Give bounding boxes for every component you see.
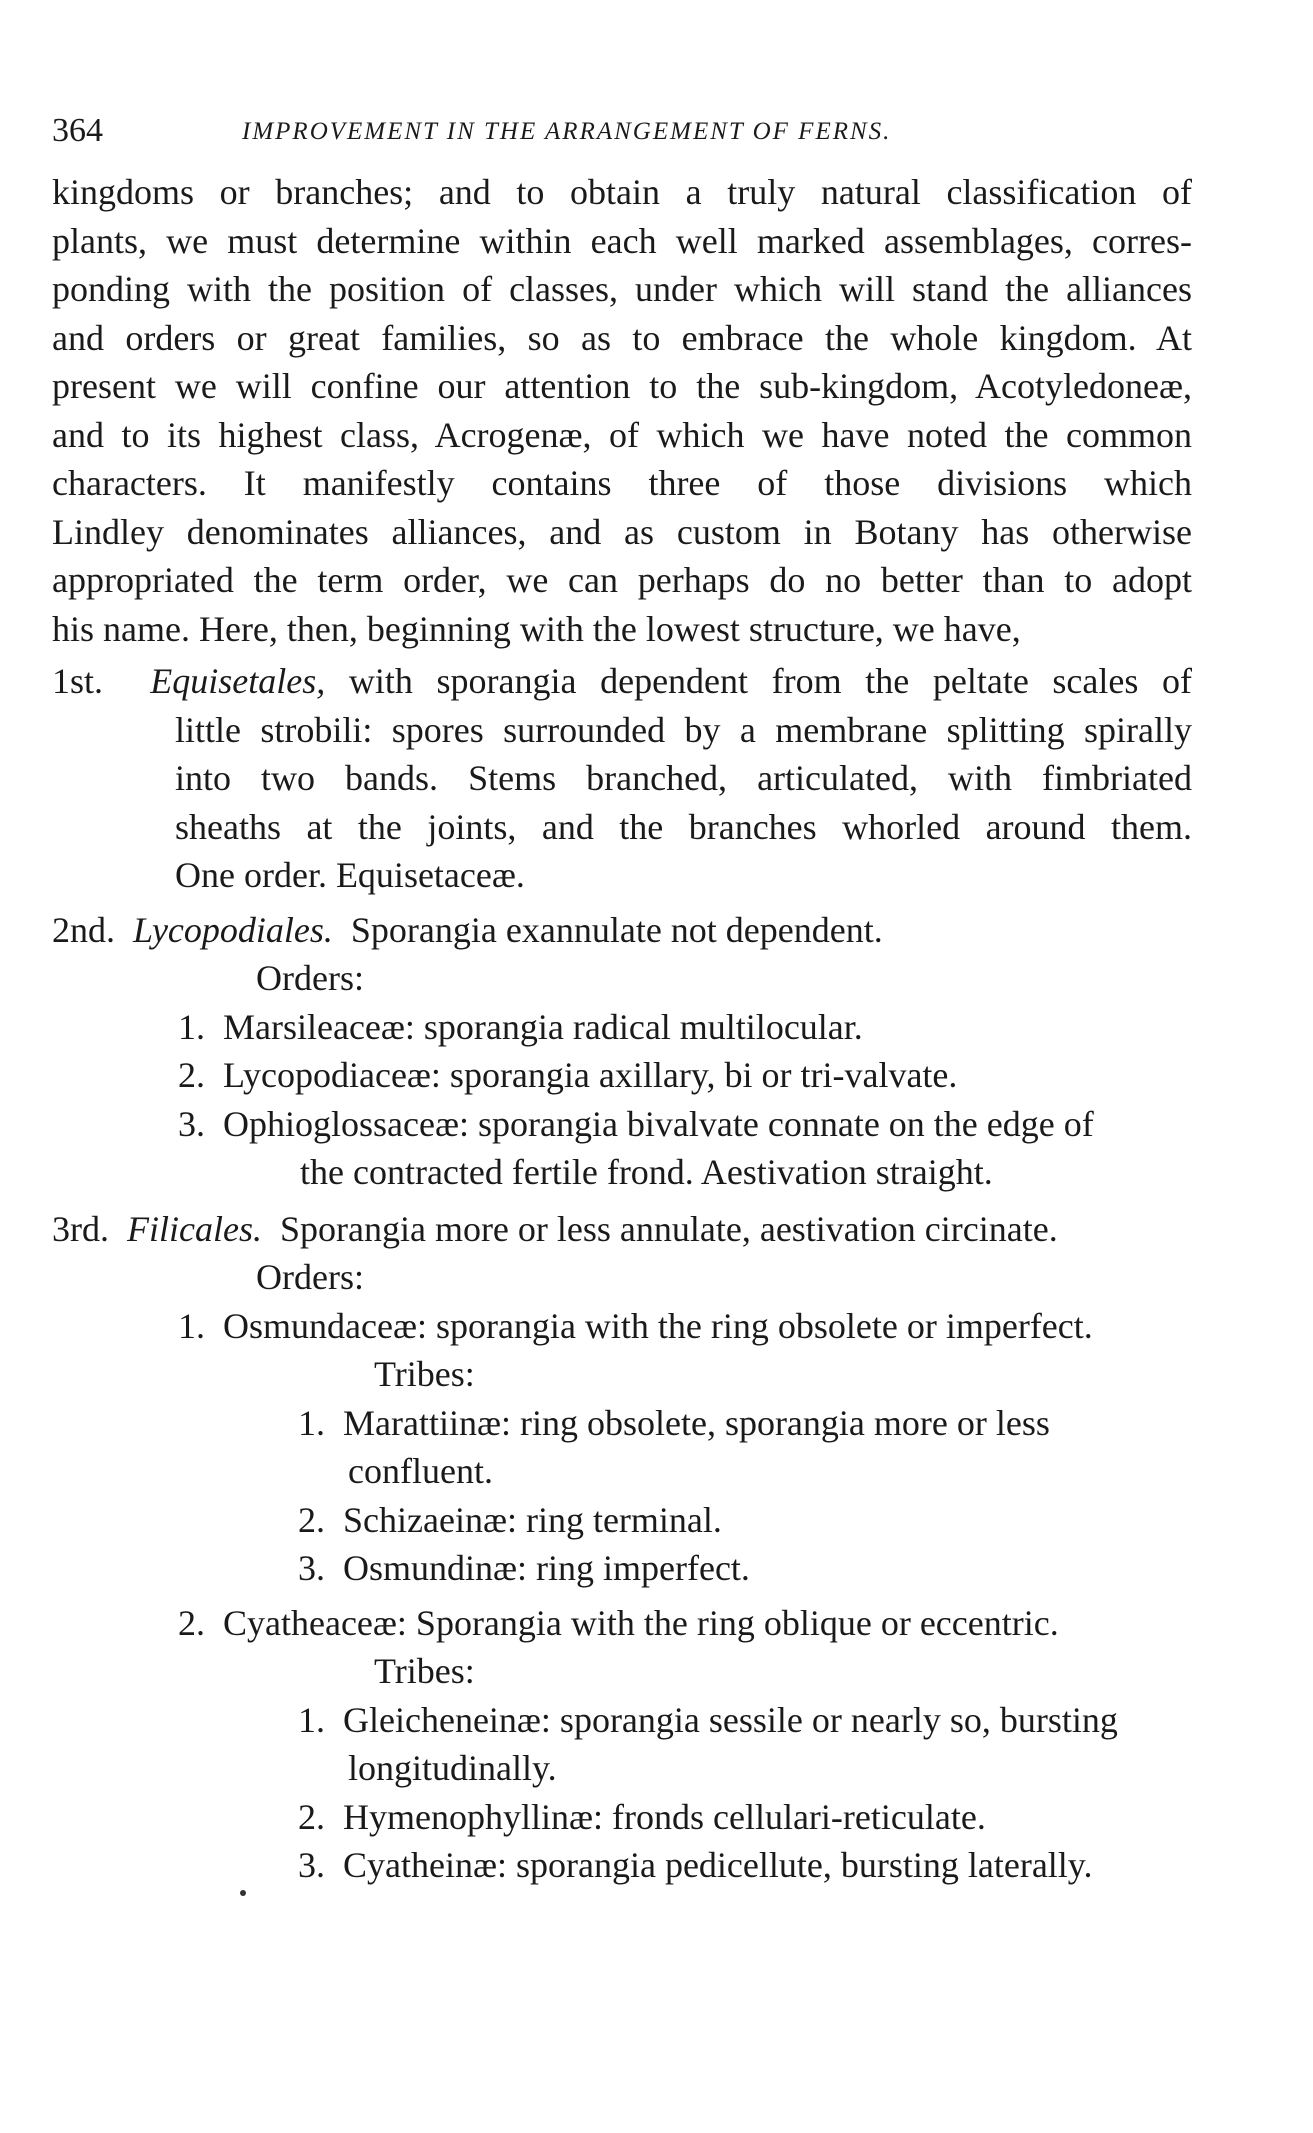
order-number: 1.: [178, 1305, 205, 1346]
orders-label: Orders:: [256, 958, 364, 998]
tribe-number: 1.: [298, 1402, 325, 1443]
order-item: [52, 1599, 1192, 1648]
alliance-description: Sporangia more or less annulate, aestivation circinate.: [279, 1208, 1058, 1249]
tribe-item: [52, 1696, 1192, 1793]
tribe-line: confluent.: [348, 1451, 493, 1491]
paragraph-line: kingdoms or branches; and to obtain a truly natural classification of: [52, 172, 1192, 212]
alliance-filicales: [52, 1205, 1192, 1890]
order-line: Osmundaceæ: sporangia with the ring obsolete or imperfect.: [223, 1305, 1093, 1346]
tribe-number: 3.: [298, 1845, 325, 1885]
alliance-name: Filicales.: [127, 1208, 262, 1249]
tribes-label: Tribes:: [374, 1354, 475, 1394]
page-number: 364: [52, 112, 103, 149]
alliance-continuation: [52, 706, 1192, 900]
alliance-line: One order. Equisetaceæ.: [175, 855, 525, 895]
tribe-line: Gleicheneinæ: sporangia sessile or nearly so, bursting: [343, 1699, 1118, 1740]
tribe-line: longitudinally.: [348, 1748, 557, 1788]
alliance-line: sheaths at the joints, and the branches whorled around them.: [175, 806, 1192, 847]
order-number: 2.: [178, 1602, 205, 1643]
tribe-line: Hymenophyllinæ: fronds cellulari-reticulate.: [343, 1796, 986, 1837]
tribe-number: 2.: [298, 1796, 325, 1837]
alliance-lycopodiales: [52, 906, 1192, 1197]
tribe-line: Osmundinæ: ring imperfect.: [343, 1548, 750, 1588]
alliance-line: into two bands. Stems branched, articulated, with fimbriated: [175, 758, 1192, 798]
tribe-number: 2.: [298, 1499, 325, 1540]
order-line: Marsileaceæ: sporangia radical multilocular.: [223, 1006, 863, 1047]
tribe-item: [52, 1496, 1192, 1545]
order-item: [52, 1100, 1192, 1197]
alliance-equisetales: [52, 657, 1192, 900]
order-number: 2.: [178, 1055, 205, 1095]
paragraph-line: and to its highest class, Acrogenæ, of which we have noted the common: [52, 414, 1192, 455]
tribe-number: 3.: [298, 1548, 325, 1588]
alliance-description: Sporangia exannulate not dependent.: [350, 909, 883, 950]
alliance-label: 2nd.: [52, 909, 115, 950]
page-body: [52, 168, 1192, 1890]
paragraph-line: his name. Here, then, beginning with the lowest structure, we have,: [52, 608, 1021, 649]
paragraph-line: ponding with the position of classes, under which will stand the alliances: [52, 269, 1192, 309]
tribe-item: [52, 1544, 1192, 1593]
orders-label: Orders:: [256, 1257, 364, 1297]
paragraph-line: Lindley denominates alliances, and as custom in Botany has otherwise: [52, 511, 1192, 552]
alliance-first-line: [52, 657, 1192, 706]
order-line: Ophioglossaceæ: sporangia bivalvate connate on the edge of: [223, 1103, 1094, 1144]
alliance-line: with sporangia dependent from the peltate scales of: [348, 661, 1192, 701]
alliance-name: Equisetales,: [150, 661, 326, 701]
alliance-label: 1st.: [52, 661, 104, 701]
alliance-label: 3rd.: [52, 1208, 109, 1249]
tribe-number: 1.: [298, 1699, 325, 1740]
page-header: [52, 112, 1182, 152]
tribes-label: Tribes:: [374, 1651, 475, 1691]
order-line: the contracted fertile frond. Aestivation straight.: [300, 1152, 993, 1192]
paragraph-line: characters. It manifestly contains three of those divisions which: [52, 463, 1192, 503]
order-line: Cyatheaceæ: Sporangia with the ring oblique or eccentric.: [223, 1602, 1059, 1643]
tribe-item: [52, 1841, 1192, 1890]
order-item: [52, 1003, 1192, 1052]
order-line: Lycopodiaceæ: sporangia axillary, bi or tri-valvate.: [223, 1055, 958, 1095]
paragraph-line: appropriated the term order, we can perhaps do no better than to adopt: [52, 560, 1192, 600]
intro-paragraph: [52, 168, 1192, 653]
running-title: IMPROVEMENT IN THE ARRANGEMENT OF FERNS.: [242, 118, 892, 145]
alliance-name: Lycopodiales.: [133, 909, 333, 950]
alliance-first-line: [52, 1205, 1192, 1254]
tribe-item: [52, 1793, 1192, 1842]
ink-speck: [240, 1890, 246, 1896]
order-item: [52, 1051, 1192, 1100]
tribe-item: [52, 1399, 1192, 1496]
paragraph-line: and orders or great families, so as to embrace the whole kingdom. At: [52, 317, 1192, 358]
paragraph-line: plants, we must determine within each well marked assemblages, corres-: [52, 220, 1192, 261]
tribe-line: Schizaeinæ: ring terminal.: [343, 1499, 722, 1540]
alliance-line: little strobili: spores surrounded by a membrane splitting spirally: [175, 709, 1192, 750]
tribe-line: Cyatheinæ: sporangia pedicellute, bursting laterally.: [343, 1845, 1093, 1885]
order-number: 3.: [178, 1103, 205, 1144]
alliance-first-line: [52, 906, 1192, 955]
paragraph-line: present we will confine our attention to the sub-kingdom, Acotyledoneæ,: [52, 366, 1192, 406]
order-number: 1.: [178, 1006, 205, 1047]
order-item: [52, 1302, 1192, 1351]
tribe-line: Marattiinæ: ring obsolete, sporangia more or less: [343, 1402, 1050, 1443]
